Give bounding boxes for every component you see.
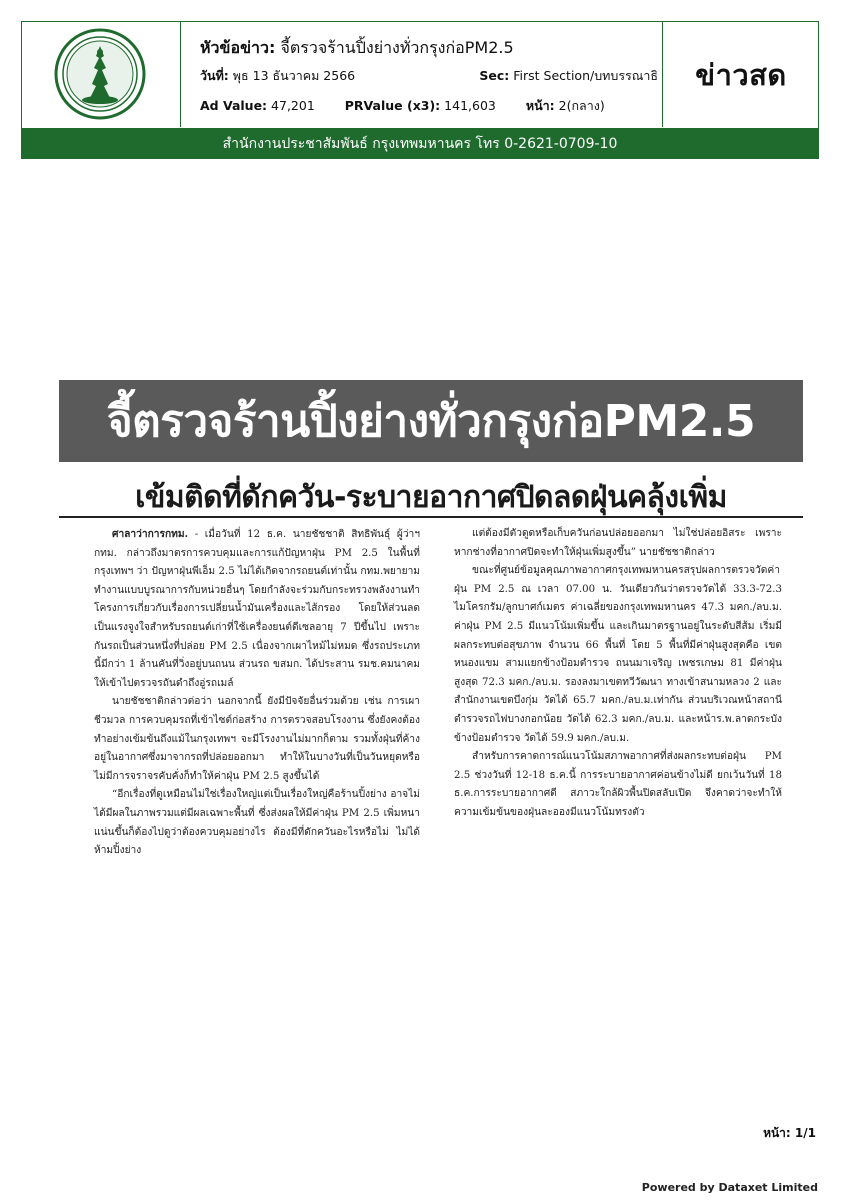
paragraph: “อีกเรื่องที่ดูเหมือนไม่ใช่เรื่องใหญ่แต่เป็นเรื่องใหญ่คือร้านปิ้งย่าง อาจไม่ได้มีผลในภาพรวมแต่มีผลเฉพาะพื้นที่ ซึ่งส่งผลให้มีค่าฝุ่น PM 2.5 เพิ่มหนาแน่นขึ้นก็ต้องไปดูว่าต้องควบคุมอย่างไร ต้องมีที่ดักควันอะไรหรือไม่ ไม่ได้ห้ามปิ้งย่าง: [94, 789, 420, 857]
section-info: [479, 66, 658, 86]
paragraph: ขณะที่ศูนย์ข้อมูลคุณภาพอากาศกรุงเทพมหานครสรุปผลการตรวจวัดค่าฝุ่น PM 2.5 ณ เวลา 07.00 น. วันเดียวกันว่าตรวจวัดได้ 33.3-72.3 ไมโครกรัม/ลูกบาศก์เมตร ค่าเฉลี่ยของกรุงเทพมหานคร 47.3 มคก./ลบ.ม. ค่าฝุ่น PM 2.5 มีแนวโน้มเพิ่มขึ้น และเกินมาตรฐานอยู่ในระดับสีส้ม เริ่มมีผลกระทบต่อสุขภาพ จำนวน 66 พื้นที่ โดย 5 พื้นที่มีค่าฝุ่นสูงสุดคือ เขตหนองแขม สามแยกข้างป้อมตำรวจ ถนนมาเจริญ เพชรเกษม 81 มีค่าฝุ่นสูงสุด 72.3 มคก./ลบ.ม. รองลงมาเขตทวีวัฒนา ทางเข้าสนามหลวง 2 และสำนักงานเขตบึงกุ่ม วัดได้ 65.7 มคก./ลบ.ม.เท่ากัน ส่วนบริเวณหน้าสถานีตำรวจรถไฟบางกอกน้อย วัดได้ 62.3 มคก./ลบ.ม. และหน้าร.พ.ลาดกระบังข้างป้อมตำรวจ วัดได้ 59.9 มคก./ลบ.ม.: [454, 565, 782, 744]
headline-value: จี้ตรวจร้านปิ้งย่างทั่วกรุงก่อPM2.5: [280, 38, 514, 57]
agency-banner: สำนักงานประชาสัมพันธ์ กรุงเทพมหานคร โทร 0-2621-0709-10: [21, 129, 819, 159]
headline-row: [200, 36, 514, 61]
paragraph: แต่ต้องมีตัวดูดหรือเก็บควันก่อนปล่อยออกมา ไม่ใช่ปล่อยอิสระ เพราะหากช่างที่อากาศปิดจะทำให้ฝุ่นเพิ่มสูงขึ้น” นายชัชชาติกล่าว: [454, 528, 782, 558]
date-label: วันที่:: [200, 68, 229, 83]
article-headline: จี้ตรวจร้านปิ้งย่างทั่วกรุงก่อPM2.5: [106, 396, 756, 447]
pr-value-label: PRValue (x3):: [344, 98, 441, 113]
article-headline-box: [59, 380, 803, 462]
bangkok-emblem-icon: [54, 28, 146, 120]
headline-label: หัวข้อข่าว:: [200, 38, 276, 57]
metadata-cell: [182, 22, 662, 127]
logo-cell: [22, 22, 181, 127]
paragraph: สำหรับการคาดการณ์แนวโน้มสภาพอากาศที่ส่งผลกระทบต่อฝุ่น PM 2.5 ช่วงวันที่ 12-18 ธ.ค.นี้ การระบายอากาศค่อนข้างไม่ดี ยกเว้นวันที่ 18 ธ.ค.การระบายอากาศดี สภาวะใกล้ผิวพื้นปิดสลับเปิด จึงคาดว่าจะทำให้ความเข้มข้นของฝุ่นละอองมีแนวโน้มทรงตัว: [454, 751, 782, 818]
paragraph: ศาลาว่าการกทม. - เมื่อวันที่ 12 ธ.ค. นายชัชชาติ สิทธิพันธุ์ ผู้ว่าฯ กทม. กล่าวถึงมาตรการควบคุมและการแก้ปัญหาฝุ่น PM 2.5 ในพื้นที่กรุงเทพฯ ว่า ปัญหาฝุ่นพีเอ็ม 2.5 ไม่ได้เกิดจากรถยนต์เท่านั้น กทม.พยายามทำงานแบบบูรณาการกับหน่วยอื่นๆ โดยกำลังจะร่วมกับกระทรวงพลังงานทำโครงการเกี่ยวกับเรื่องการเปลี่ยนน้ำมันเครื่องและไส้กรอง โดยให้ส่วนลดเป็นแรงจูงใจสำหรับรถยนต์เก่าที่ใช้เครื่องยนต์ดีเซลอายุ 7 ปีขึ้นไป เพราะกันรถเป็นส่วนหนึ่งที่ปล่อย PM 2.5 เนื่องจากเผาไหม้ไม่หมด ซึ่งรถประเภทนี้มีกว่า 1 ล้านคันที่วิ่งอยู่บนถนน ส่วนรถ ขสมก. ได้ประสาน รมช.คมนาคม ให้เข้าไปตรวจรถันดำถึงอู่รถเมล์: [94, 528, 420, 689]
article-column-right: [454, 525, 782, 823]
paragraph: นายชัชชาติกล่าวต่อว่า นอกจากนี้ ยังมีปัจจัยอื่นร่วมด้วย เช่น การเผาชีวมวล การควบคุมรถที่เข้าไซต์ก่อสร้าง การตรวจสอบโรงงาน ซึ่งยังคงต้องทำอย่างเข้มข้นถึงแม้ในกรุงเทพฯ จะมีโรงงานไม่มากก็ตาม รวมทั้งฝุ่นที่ค้างอยู่ในอากาศซึ่งมาจากรถที่ปล่อยออกมา ทำให้ในบางวันที่เป็นวันหยุดหรือไม่มีการจราจรคับคั่งก็ทำให้ค่าฝุ่น PM 2.5 สูงขึ้นได้: [94, 696, 420, 782]
ad-value: 47,201: [271, 98, 315, 113]
article-subheadline: เข้มติดที่ดักควัน-ระบายอากาศปิดลดฝุ่นคลุ้งเพิ่ม: [135, 480, 727, 515]
date-value: พุธ 13 ธันวาคม 2566: [232, 68, 356, 83]
powered-by: Powered by Dataxet Limited: [641, 1181, 818, 1194]
subheadline-rule: [59, 516, 803, 518]
page-label: หน้า:: [525, 98, 555, 113]
page-value: 2(กลาง): [558, 98, 605, 113]
value-row: [200, 96, 605, 116]
publication-tag: ข่าวสด: [695, 57, 787, 92]
page-number-value: 1/1: [794, 1126, 816, 1140]
ad-value-label: Ad Value:: [200, 98, 268, 113]
pr-value: 141,603: [444, 98, 496, 113]
dateline: ศาลาว่าการกทม.: [112, 528, 189, 540]
article-column-left: [94, 525, 420, 861]
tag-cell: [662, 22, 819, 127]
page-number-label: หน้า:: [763, 1126, 791, 1140]
date-row: [200, 66, 660, 86]
page-number: [763, 1124, 816, 1143]
section-label: Sec:: [479, 68, 510, 83]
section-value: First Section/บทบรรณาธิ: [513, 68, 658, 83]
clipping-header: [21, 21, 819, 129]
